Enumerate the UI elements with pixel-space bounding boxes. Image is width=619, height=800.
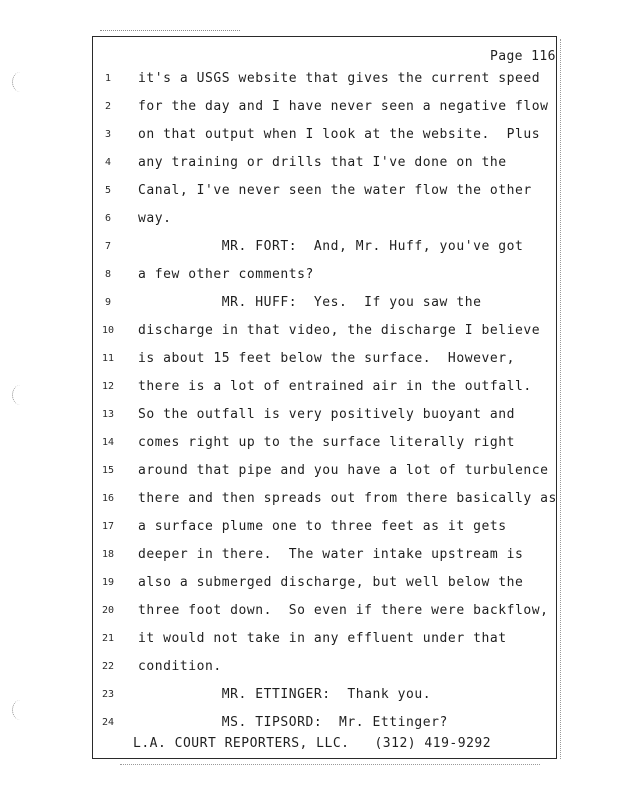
- line-text: on that output when I look at the website. Plus: [138, 127, 541, 142]
- line-text: there is a lot of entrained air in the outfall.: [138, 379, 532, 394]
- line-number: 21: [101, 633, 115, 644]
- line-number: 20: [101, 605, 115, 616]
- line-text: around that pipe and you have a lot of turbulence: [138, 463, 549, 478]
- line-number: 7: [104, 241, 112, 252]
- line-text: MS. TIPSORD: Mr. Ettinger?: [138, 715, 448, 730]
- line-text: Canal, I've never seen the water flow the other: [138, 183, 532, 198]
- transcript-page-border: [92, 36, 557, 759]
- line-number: 24: [101, 717, 115, 728]
- line-text: a surface plume one to three feet as it gets: [138, 519, 507, 534]
- line-number: 5: [104, 185, 112, 196]
- punch-hole-middle: [12, 385, 29, 405]
- line-text: MR. HUFF: Yes. If you saw the: [138, 295, 482, 310]
- line-number: 2: [104, 101, 112, 112]
- line-text: deeper in there. The water intake upstream is: [138, 547, 524, 562]
- line-text: MR. FORT: And, Mr. Huff, you've got: [138, 239, 524, 254]
- line-number: 15: [101, 465, 115, 476]
- line-number: 14: [101, 437, 115, 448]
- line-number: 22: [101, 661, 115, 672]
- line-text: So the outfall is very positively buoyant and: [138, 407, 515, 422]
- line-text: comes right up to the surface literally right: [138, 435, 515, 450]
- line-text: three foot down. So even if there were backflow,: [138, 603, 549, 618]
- line-text: there and then spreads out from there basically as: [138, 491, 557, 506]
- line-text: discharge in that video, the discharge I believe: [138, 323, 541, 338]
- line-number: 16: [101, 493, 115, 504]
- line-text: condition.: [138, 659, 222, 674]
- punch-hole-top: [12, 72, 29, 92]
- line-number: 18: [101, 549, 115, 560]
- line-number: 19: [101, 577, 115, 588]
- line-number: 8: [104, 269, 112, 280]
- line-text: is about 15 feet below the surface. However,: [138, 351, 515, 366]
- line-number: 12: [101, 381, 115, 392]
- line-number: 3: [104, 129, 112, 140]
- scan-artifact: [120, 764, 540, 767]
- line-number: 23: [101, 689, 115, 700]
- line-text: MR. ETTINGER: Thank you.: [138, 687, 432, 702]
- line-number: 4: [104, 157, 112, 168]
- punch-hole-bottom: [12, 700, 29, 720]
- line-text: for the day and I have never seen a negative flow: [138, 99, 549, 114]
- line-text: any training or drills that I've done on the: [138, 155, 507, 170]
- line-number: 17: [101, 521, 115, 532]
- line-number: 9: [104, 297, 112, 308]
- line-number: 10: [101, 325, 115, 336]
- scan-artifact: [100, 30, 240, 34]
- line-text: it would not take in any effluent under that: [138, 631, 507, 646]
- line-text: a few other comments?: [138, 267, 314, 282]
- page-number: Page 116: [490, 49, 556, 64]
- line-text: way.: [138, 211, 172, 226]
- court-reporter-footer: L.A. COURT REPORTERS, LLC. (312) 419-9292: [133, 736, 492, 751]
- line-number: 1: [104, 73, 112, 84]
- line-number: 6: [104, 213, 112, 224]
- line-number: 11: [101, 353, 115, 364]
- line-number: 13: [101, 409, 115, 420]
- line-text: also a submerged discharge, but well below the: [138, 575, 524, 590]
- line-text: it's a USGS website that gives the current speed: [138, 71, 541, 86]
